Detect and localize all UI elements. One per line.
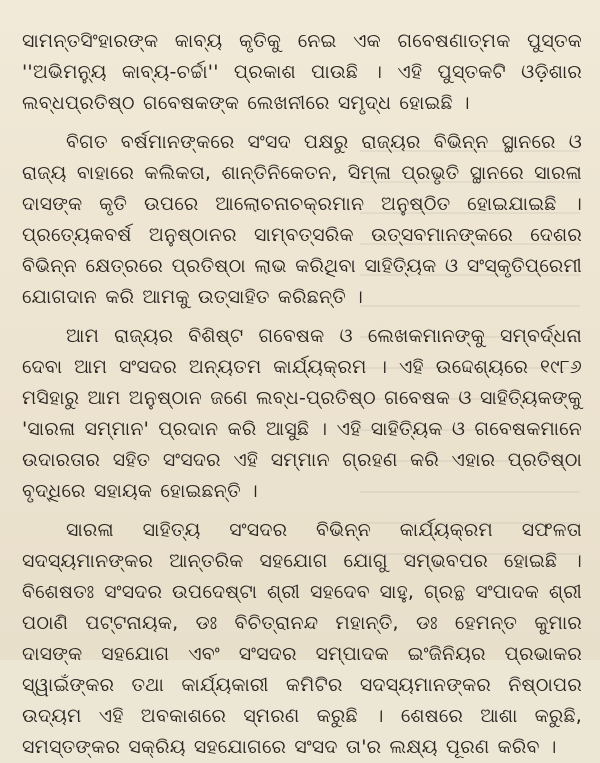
paragraph-3: ଆମ ରାଜ୍ୟର ବିଶିଷ୍ଟ ଗବେଷକ ଓ ଲେଖକମାନଙ୍କୁ ସମ୍ବର୍ଦ୍ଧନା ଦେବା ଆମ ସଂସଦର ଅନ୍ୟତମ କାର୍ଯ୍ୟକ୍ରମ । ଏହି ଉଦ୍ଦେଶ୍ୟରେ ୧୯୮୬ ମସିହାରୁ ଆମ ଅନୁଷ୍ଠାନ ଜଣେ ଲବ୍ଧ-ପ୍ରତିଷ୍ଠ ଗବେଷକ ଓ ସାହିତ୍ୟିକଙ୍କୁ 'ସାରଳା ସମ୍ମାନ' ପ୍ରଦାନ କରି ଆସୁଛି । ଏହି ସାହିତ୍ୟିକ ଓ ଗବେଷକମାନେ ଉଦାରତାର ସହିତ ସଂସଦର ଏହି ସମ୍ମାନ ଗ୍ରହଣ କରି ଏହାର ପ୍ରତିଷ୍ଠା ବୃଦ୍ଧିରେ ସହାୟକ ହୋଇଛନ୍ତି ।: [22, 325, 582, 502]
paragraph-1: ସାମନ୍ତସିଂହାରଙ୍କ କାବ୍ୟ କୃତିକୁ ନେଇ ଏକ ଗବେଷଣାତ୍ମକ ପୁସ୍ତକ ''ଅଭିମନ୍ୟୁ କାବ୍ୟ-ଚର୍ଚ୍ଚା'' ପ୍ରକାଶ ପାଉଛି । ଏହି ପୁସ୍ତକଟି ଓଡ଼ିଶାର ଲବ୍ଧପ୍ରତିଷ୍ଠ ଗବେଷକଙ୍କ ଲେଖନୀରେ ସମୃଦ୍ଧ ହୋଇଛି ।: [22, 30, 582, 114]
paragraph-2: ବିଗତ ବର୍ଷମାନଙ୍କରେ ସଂସଦ ପକ୍ଷରୁ ରାଜ୍ୟର ବିଭିନ୍ନ ସ୍ଥାନରେ ଓ ରାଜ୍ୟ ବାହାରେ କଲିକତା, ଶାନ୍ତିନିକେତନ, ସିମ୍ଳା ପ୍ରଭୃତି ସ୍ଥାନରେ ସାରଳା ଦାସଙ୍କ କୃତି ଉପରେ ଆଲୋଚନାଚକ୍ରମାନ ଅନୁଷ୍ଠିତ ହୋଇଯାଇଛି । ପ୍ରତ୍ୟେକବର୍ଷ ଅନୁଷ୍ଠାନର ସାମ୍ବତ୍ସରିକ ଉତ୍ସବମାନଙ୍କରେ ଦେଶର ବିଭିନ୍ନ କ୍ଷେତ୍ରରେ ପ୍ରତିଷ୍ଠା ଲାଭ କରିଥିବା ସାହିତ୍ୟିକ ଓ ସଂସ୍କୃତିପ୍ରେମୀ ଯୋଗଦାନ କରି ଆମକୁ ଉତ୍ସାହିତ କରିଛନ୍ତି ।: [22, 131, 582, 308]
paragraph-4: ସାରଳା ସାହିତ୍ୟ ସଂସଦର ବିଭିନ୍ନ କାର୍ଯ୍ୟକ୍ରମ ସଫଳତା ସଦସ୍ୟମାନଙ୍କର ଆନ୍ତରିକ ସହଯୋଗ ଯୋଗୁ ସମ୍ଭବପର ହୋଇଛି । ବିଶେଷତଃ ସଂସଦର ଉପଦେଷ୍ଟା ଶ୍ରୀ ସହଦେବ ସାହୁ, ଗ୍ରନ୍ଥ ସଂପାଦକ ଶ୍ରୀ ପଠାଣି ପଟ୍ଟନାୟକ, ଡଃ ବିଚିତ୍ରାନନ୍ଦ ମହାନ୍ତି, ଡଃ ହେମନ୍ତ କୁମାର ଦାସଙ୍କ ସହଯୋଗ ଏବଂ ସଂସଦର ସମ୍ପାଦକ ଇଂଜିନିୟର ପ୍ରଭାକର ସ୍ୱାଇଁଙ୍କର ତଥା କାର୍ଯ୍ୟକାରୀ କମିଟିର ସଦସ୍ୟମାନଙ୍କର ନିଷ୍ଠାପର ଉଦ୍ୟମ ଏହି ଅବକାଶରେ ସ୍ମରଣ କରୁଛି । ଶେଷରେ ଆଶା କରୁଛି, ସମସ୍ତଙ୍କର ସକ୍ରିୟ ସହଯୋଗରେ ସଂସଦ ତା'ର ଲକ୍ଷ୍ୟ ପୂରଣ କରିବ ।: [22, 519, 582, 758]
